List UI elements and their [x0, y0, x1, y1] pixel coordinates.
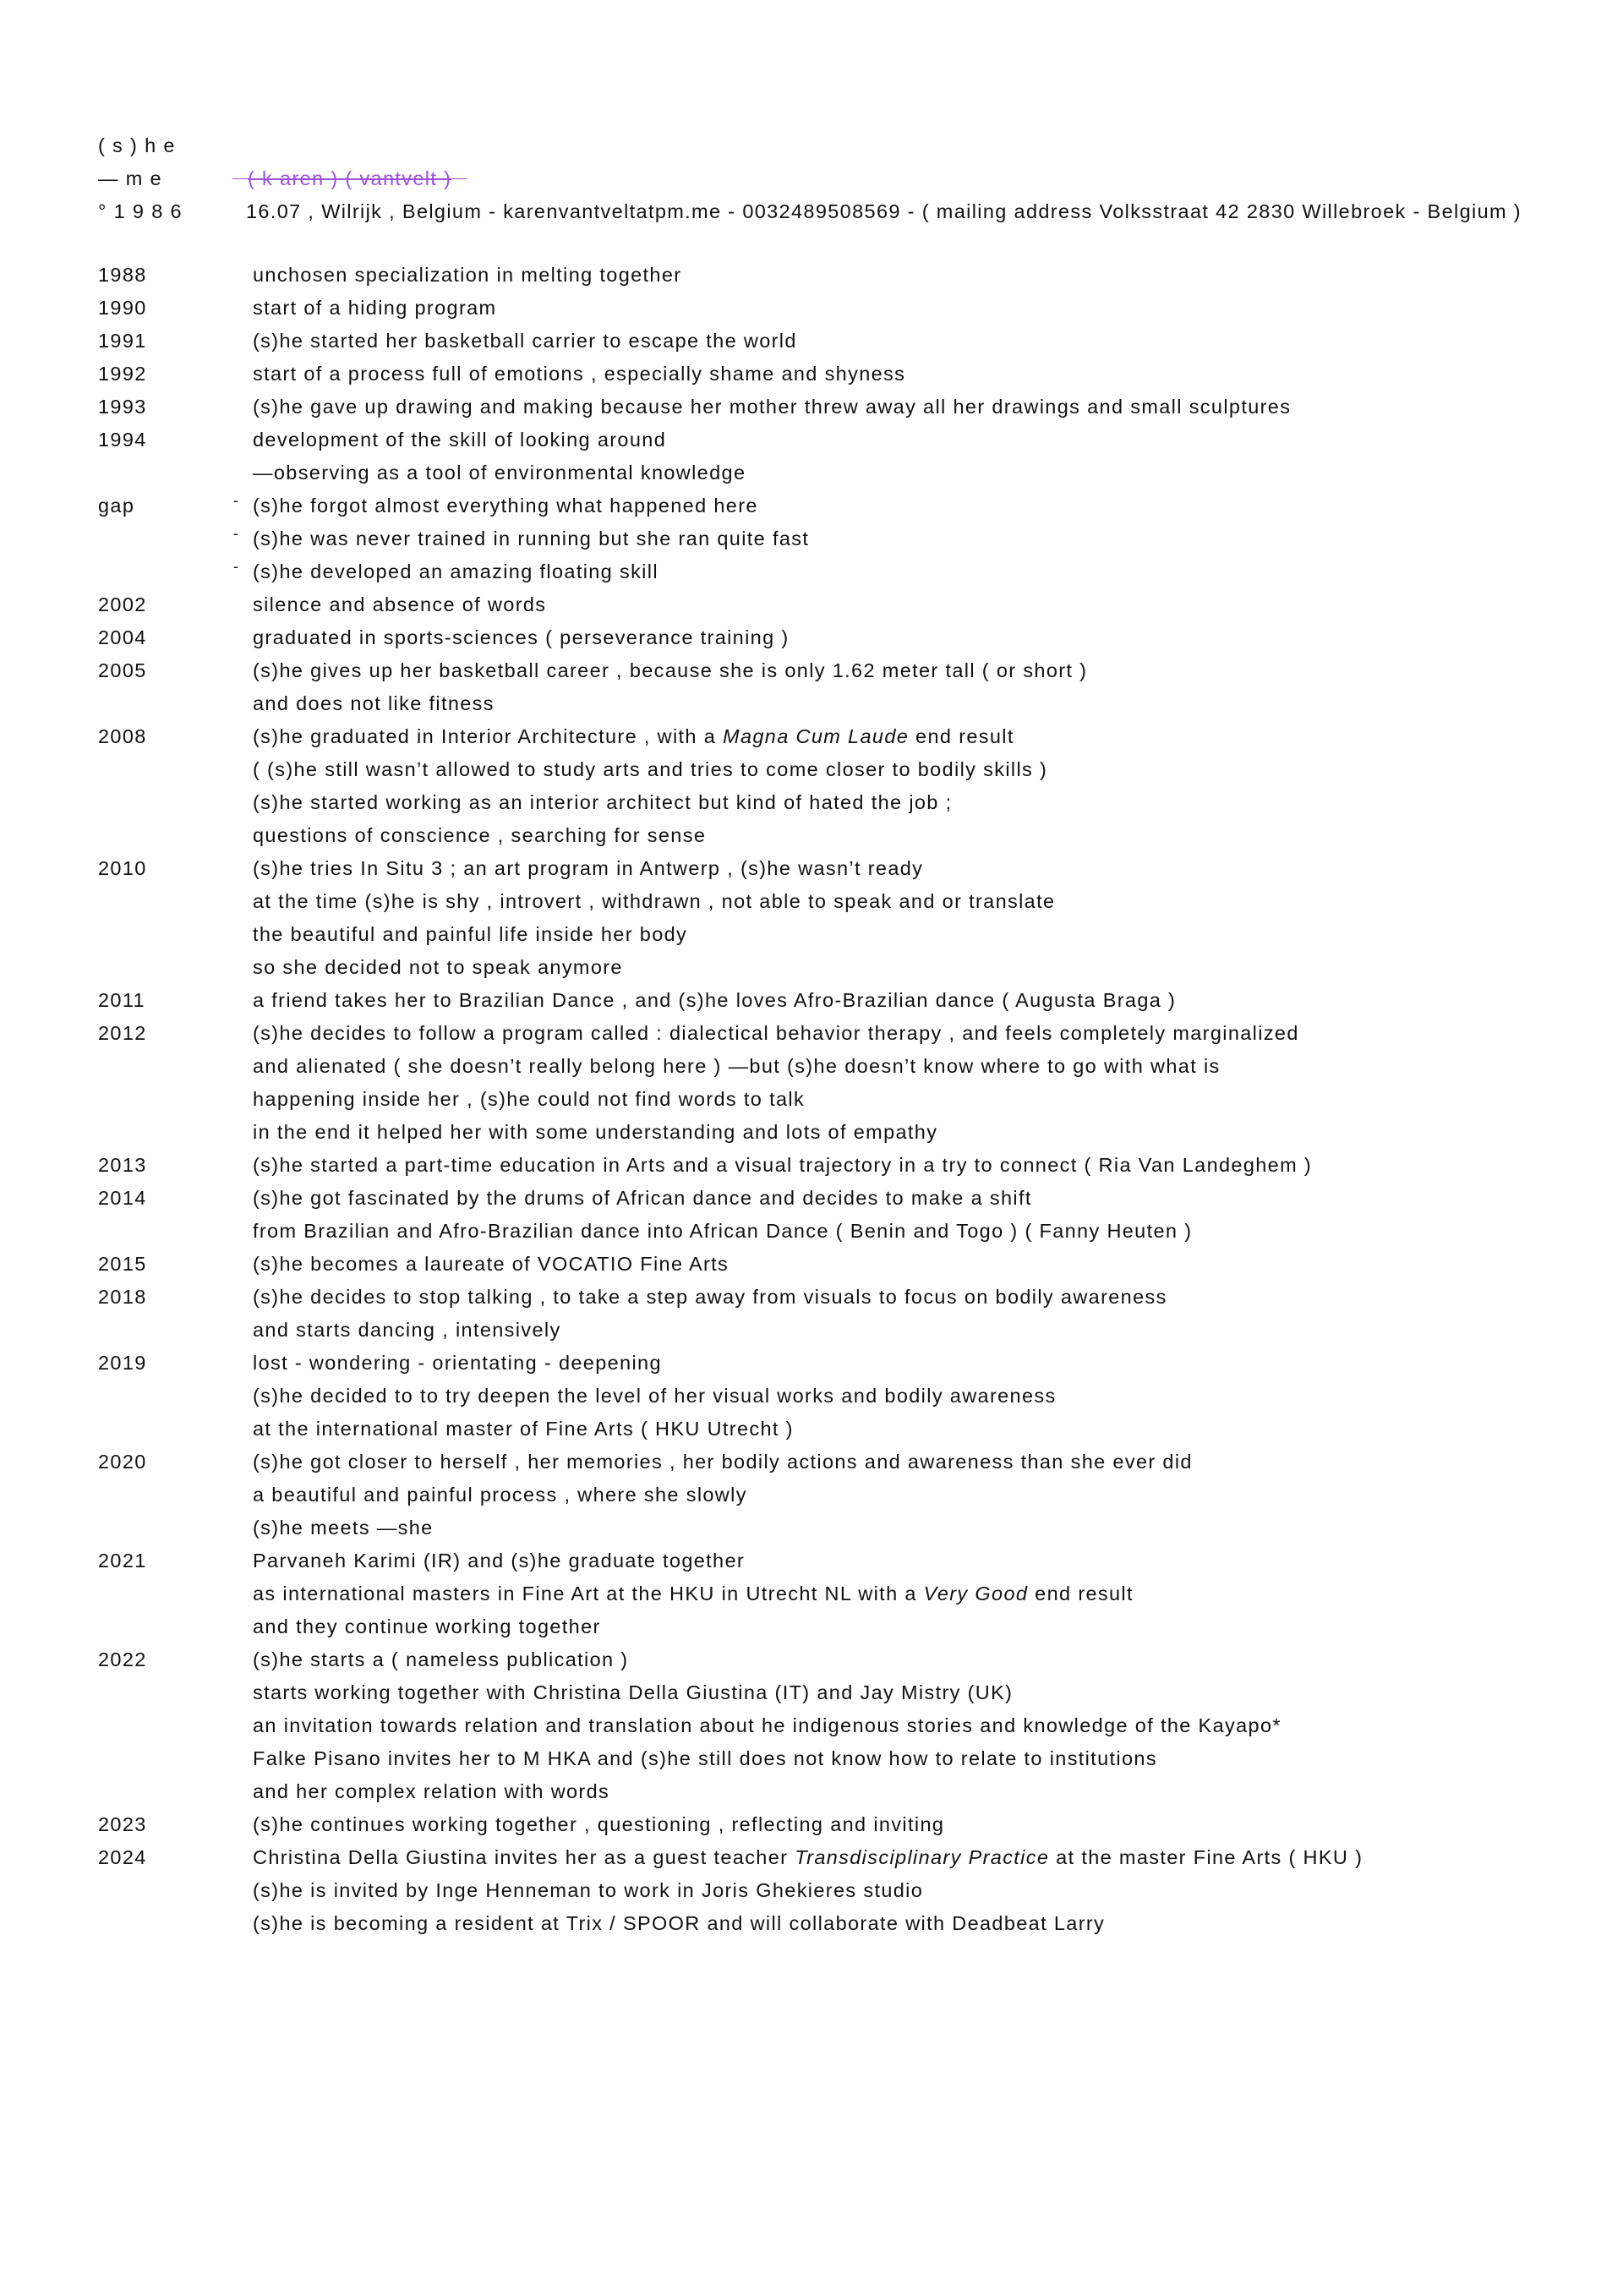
timeline-row [98, 361, 1586, 394]
timeline-text: development of the skill of looking around [253, 429, 667, 451]
timeline-year: 2002 [98, 593, 147, 615]
timeline-text: (s)he started her basketball carrier to escape the world [253, 330, 797, 352]
timeline-text: at the international master of Fine Arts ( HKU Utrecht ) [253, 1418, 794, 1440]
timeline-row [98, 1383, 1586, 1416]
timeline-row [98, 1185, 1586, 1218]
timeline-text: and they continue working together [253, 1615, 601, 1637]
timeline-text-italic: Very Good [923, 1583, 1029, 1604]
bullet-dash: - [233, 525, 240, 542]
timeline-text: the beautiful and painful life inside her body [253, 923, 688, 945]
struck-name [232, 166, 467, 191]
timeline-text: and does not like fitness [253, 692, 495, 714]
timeline-text: (s)he starts a ( nameless publication ) [253, 1648, 629, 1670]
timeline-row [98, 1350, 1586, 1383]
timeline-row [98, 1218, 1586, 1251]
timeline-text: —observing as a tool of environmental knowledge [253, 462, 746, 484]
timeline-row [98, 1515, 1586, 1548]
timeline-year: 2024 [98, 1846, 147, 1868]
timeline-year: 1991 [98, 330, 147, 352]
timeline-row [98, 1416, 1586, 1449]
header-label-me: — m e [98, 167, 162, 189]
timeline-year: 2010 [98, 857, 147, 879]
timeline-row [98, 262, 1586, 295]
timeline-row [98, 1911, 1586, 1943]
timeline-row [98, 888, 1586, 921]
timeline-row [98, 1647, 1586, 1680]
timeline-year: 1994 [98, 429, 147, 451]
timeline-text-part: end result [909, 725, 1014, 747]
timeline-row [98, 954, 1586, 987]
timeline-text: Falke Pisano invites her to M HKA and (s)he still does not know how to relate to institutions [253, 1747, 1157, 1769]
timeline-year: 2011 [98, 989, 145, 1011]
timeline-text: Parvaneh Karimi (IR) and (s)he graduate together [253, 1550, 746, 1572]
timeline-row [98, 1845, 1586, 1878]
timeline-year: 2021 [98, 1550, 147, 1572]
timeline-row [98, 1251, 1586, 1284]
timeline-row [98, 1812, 1586, 1845]
timeline-row [98, 559, 1586, 592]
timeline-row [98, 1284, 1586, 1317]
bullet-dash: - [233, 558, 240, 575]
timeline-row [98, 1878, 1586, 1911]
header-label-she: ( s ) h e [98, 134, 176, 156]
timeline-text-part: as international masters in Fine Art at the HKU in Utrecht NL with a [253, 1583, 924, 1604]
timeline-row [98, 460, 1586, 493]
timeline-text: silence and absence of words [253, 593, 547, 615]
timeline-text: (s)he got closer to herself , her memories , her bodily actions and awareness than she ever did [253, 1451, 1193, 1473]
timeline-row [98, 790, 1586, 823]
timeline-text: a beautiful and painful process , where she slowly [253, 1484, 747, 1506]
timeline-text: questions of conscience , searching for sense [253, 824, 707, 846]
timeline-text: start of a hiding program [253, 297, 497, 319]
timeline-year: 2020 [98, 1451, 147, 1473]
timeline-text: (s)he was never trained in running but she ran quite fast [253, 528, 810, 549]
timeline-row [98, 724, 1586, 757]
contact-info: 16.07 , Wilrijk , Belgium - karenvantveltatpm.me - 0032489508569 - ( mailing address Volksstraat 42 2830 Willebroek - Belgium ) [246, 200, 1522, 222]
strike-lead-line [232, 178, 248, 179]
timeline-row [98, 1581, 1586, 1614]
timeline-row [98, 1614, 1586, 1647]
timeline-row [98, 1152, 1586, 1185]
timeline-text: ( (s)he still wasn’t allowed to study arts and tries to come closer to bodily skills ) [253, 758, 1048, 780]
timeline-text-part: (s)he graduated in Interior Architecture , with a [253, 725, 724, 747]
struck-name-text: ( k aren ) ( vantvelt ) [248, 167, 452, 189]
timeline-year: 2023 [98, 1813, 147, 1835]
timeline-text: and her complex relation with words [253, 1780, 610, 1802]
timeline-text: (s)he continues working together , questioning , reflecting and inviting [253, 1813, 945, 1835]
timeline-text: at the time (s)he is shy , introvert , withdrawn , not able to speak and or translate [253, 890, 1056, 912]
timeline-row [98, 1317, 1586, 1350]
timeline-text [253, 1581, 1134, 1606]
timeline-row [98, 987, 1586, 1020]
timeline-text: (s)he is becoming a resident at Trix / SPOOR and will collaborate with Deadbeat Larry [253, 1912, 1106, 1934]
timeline-text-italic: Transdisciplinary Practice [795, 1846, 1050, 1868]
timeline-year: 2018 [98, 1286, 147, 1308]
timeline-row [98, 1713, 1586, 1746]
timeline-year: 2015 [98, 1253, 147, 1275]
timeline-text: (s)he gives up her basketball career , because she is only 1.62 meter tall ( or short ) [253, 659, 1088, 681]
timeline-year: 1993 [98, 396, 147, 418]
timeline-text: in the end it helped her with some understanding and lots of empathy [253, 1121, 938, 1143]
timeline-text: from Brazilian and Afro-Brazilian dance into African Dance ( Benin and Togo ) ( Fanny Heuten ) [253, 1220, 1193, 1242]
timeline-text: (s)he started a part-time education in Arts and a visual trajectory in a try to connect ( Ria Van Landeghem ) [253, 1154, 1313, 1176]
timeline-row [98, 1779, 1586, 1812]
timeline-year: 2012 [98, 1022, 147, 1044]
timeline-text: graduated in sports-sciences ( perseverance training ) [253, 626, 790, 648]
timeline-row [98, 493, 1586, 526]
timeline-row [98, 691, 1586, 724]
timeline-year: 2019 [98, 1352, 147, 1374]
timeline-row [98, 328, 1586, 361]
timeline-text: (s)he got fascinated by the drums of African dance and decides to make a shift [253, 1187, 1032, 1209]
timeline-row [98, 1053, 1586, 1086]
strike-tail-line [451, 178, 467, 179]
timeline-row [98, 427, 1586, 460]
timeline-text: (s)he forgot almost everything what happened here [253, 495, 758, 517]
timeline-text: (s)he is invited by Inge Henneman to work in Joris Ghekieres studio [253, 1879, 924, 1901]
timeline-text: (s)he decided to to try deepen the level of her visual works and bodily awareness [253, 1385, 1057, 1407]
timeline-text: (s)he becomes a laureate of VOCATIO Fine Arts [253, 1253, 730, 1275]
timeline-text: a friend takes her to Brazilian Dance , and (s)he loves Afro-Brazilian dance ( Augusta Braga ) [253, 989, 1177, 1011]
timeline-text: an invitation towards relation and translation about he indigenous stories and knowledge of the Kayapo* [253, 1714, 1281, 1736]
timeline-row [98, 757, 1586, 790]
timeline-text: happening inside her , (s)he could not find words to talk [253, 1088, 806, 1110]
timeline-text: (s)he tries In Situ 3 ; an art program in Antwerp , (s)he wasn’t ready [253, 857, 924, 879]
timeline-row [98, 1119, 1586, 1152]
header-label-birth-year: ° 1 9 8 6 [98, 200, 183, 222]
timeline-row [98, 1020, 1586, 1053]
timeline-text: (s)he decides to follow a program called : dialectical behavior therapy , and feels completely marginalized [253, 1022, 1299, 1044]
timeline-year: 2005 [98, 659, 147, 681]
timeline-row [98, 625, 1586, 658]
timeline-row [98, 658, 1586, 691]
timeline-year: 2008 [98, 725, 147, 747]
timeline-text: lost - wondering - orientating - deepening [253, 1352, 662, 1374]
timeline-text: and starts dancing , intensively [253, 1319, 561, 1341]
timeline-text: starts working together with Christina Della Giustina (IT) and Jay Mistry (UK) [253, 1681, 1014, 1703]
timeline-year: 2022 [98, 1648, 147, 1670]
timeline-row [98, 1680, 1586, 1713]
timeline-row [98, 921, 1586, 954]
timeline-text [253, 724, 1014, 749]
timeline-year: 2014 [98, 1187, 147, 1209]
timeline-year: 1990 [98, 297, 147, 319]
timeline-text: start of a process full of emotions , especially shame and shyness [253, 363, 906, 385]
timeline-text-part: Christina Della Giustina invites her as a guest teacher [253, 1846, 795, 1868]
timeline-text: (s)he gave up drawing and making because her mother threw away all her drawings and small sculptures [253, 396, 1292, 418]
cv-timeline [98, 262, 1586, 1943]
timeline-year: 1992 [98, 363, 147, 385]
timeline-row [98, 1449, 1586, 1482]
timeline-text: (s)he developed an amazing floating skill [253, 560, 658, 582]
timeline-text: unchosen specialization in melting together [253, 264, 682, 286]
timeline-text: and alienated ( she doesn’t really belong here ) —but (s)he doesn’t know where to go with what is [253, 1055, 1221, 1077]
timeline-row [98, 592, 1586, 625]
timeline-row [98, 394, 1586, 427]
timeline-text-part: at the master Fine Arts ( HKU ) [1049, 1846, 1363, 1868]
timeline-text: so she decided not to speak anymore [253, 956, 623, 978]
timeline-row [98, 856, 1586, 888]
timeline-text [253, 1845, 1363, 1870]
timeline-text: (s)he decides to stop talking , to take a step away from visuals to focus on bodily awareness [253, 1286, 1167, 1308]
timeline-text-italic: Magna Cum Laude [723, 725, 910, 747]
timeline-row [98, 1746, 1586, 1779]
timeline-year: 2013 [98, 1154, 147, 1176]
timeline-year: 2004 [98, 626, 147, 648]
timeline-text: (s)he started working as an interior architect but kind of hated the job ; [253, 791, 953, 813]
timeline-text: (s)he meets —she [253, 1517, 434, 1539]
timeline-row [98, 1548, 1586, 1581]
timeline-row [98, 1086, 1586, 1119]
timeline-row [98, 823, 1586, 856]
timeline-year: 1988 [98, 264, 147, 286]
timeline-row [98, 526, 1586, 559]
bullet-dash: - [233, 492, 240, 509]
timeline-year: gap [98, 495, 135, 517]
timeline-text-part: end result [1028, 1583, 1134, 1604]
timeline-row [98, 295, 1586, 328]
timeline-row [98, 1482, 1586, 1515]
